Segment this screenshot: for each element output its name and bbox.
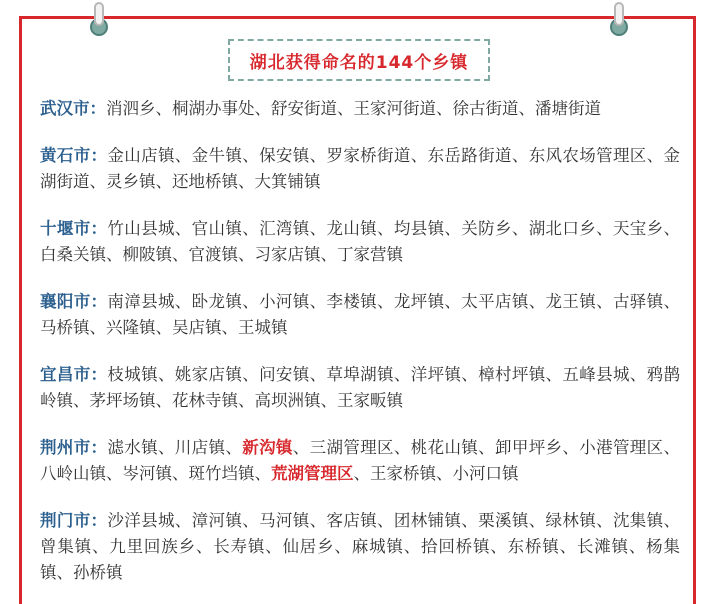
page-title: 湖北获得命名的144个乡镇	[249, 52, 469, 73]
city-name: 黄石市：	[40, 146, 108, 165]
town-list-text: 消泗乡、桐湖办事处、舒安街道、王家河街道、徐古街道、潘塘街道	[106, 99, 601, 118]
city-paragraph	[40, 216, 680, 268]
city-name: 十堰市：	[40, 219, 108, 238]
city-paragraph	[40, 508, 680, 586]
town-list-text: 滤水镇、川店镇、	[107, 438, 243, 457]
town-list-text: 竹山县城、官山镇、汇湾镇、龙山镇、均县镇、关防乡、湖北口乡、天宝乡、白桑关镇、柳陂镇、官渡镇、习家店镇、丁家营镇	[40, 219, 681, 264]
town-list-text: 、王家桥镇、小河口镇	[353, 464, 519, 483]
ring-hook	[614, 2, 624, 26]
city-list	[40, 96, 680, 604]
binder-ring-icon	[608, 2, 630, 42]
city-paragraph	[40, 96, 680, 122]
city-name: 宜昌市：	[40, 365, 108, 384]
ring-hook	[94, 2, 104, 26]
town-list-text: 南漳县城、卧龙镇、小河镇、李楼镇、龙坪镇、太平店镇、龙王镇、古驿镇、马桥镇、兴隆镇、吴店镇、王城镇	[40, 292, 681, 337]
city-paragraph	[40, 435, 680, 487]
town-list-text: 金山店镇、金牛镇、保安镇、罗家桥街道、东岳路街道、东风农场管理区、金湖街道、灵乡镇、还地桥镇、大箕铺镇	[40, 146, 681, 191]
city-name: 襄阳市：	[40, 292, 108, 311]
city-name: 荆门市：	[40, 511, 108, 530]
town-list-text: 沙洋县城、漳河镇、马河镇、客店镇、团林铺镇、栗溪镇、绿林镇、沈集镇、曾集镇、九里回族乡、长寿镇、仙居乡、麻城镇、拾回桥镇、东桥镇、长滩镇、杨集镇、孙桥镇	[40, 511, 681, 582]
town-list-text: 、三湖管理区、桃花山镇、卸甲坪乡、小港管理区、八岭山镇、岑河镇、斑竹垱镇、	[40, 438, 681, 483]
city-name: 武汉市：	[40, 99, 106, 118]
town-list-text: 枝城镇、姚家店镇、问安镇、草埠湖镇、洋坪镇、樟村坪镇、五峰县城、鸦鹊岭镇、茅坪场镇、花林寺镇、高坝洲镇、王家畈镇	[40, 365, 681, 410]
city-paragraph	[40, 143, 680, 195]
highlighted-town: 新沟镇	[242, 438, 293, 457]
highlighted-town: 荒湖管理区	[271, 464, 354, 483]
city-name: 荆州市：	[40, 438, 108, 457]
title-box	[228, 39, 490, 81]
city-paragraph	[40, 289, 680, 341]
binder-ring-icon	[88, 2, 110, 42]
city-paragraph	[40, 362, 680, 414]
